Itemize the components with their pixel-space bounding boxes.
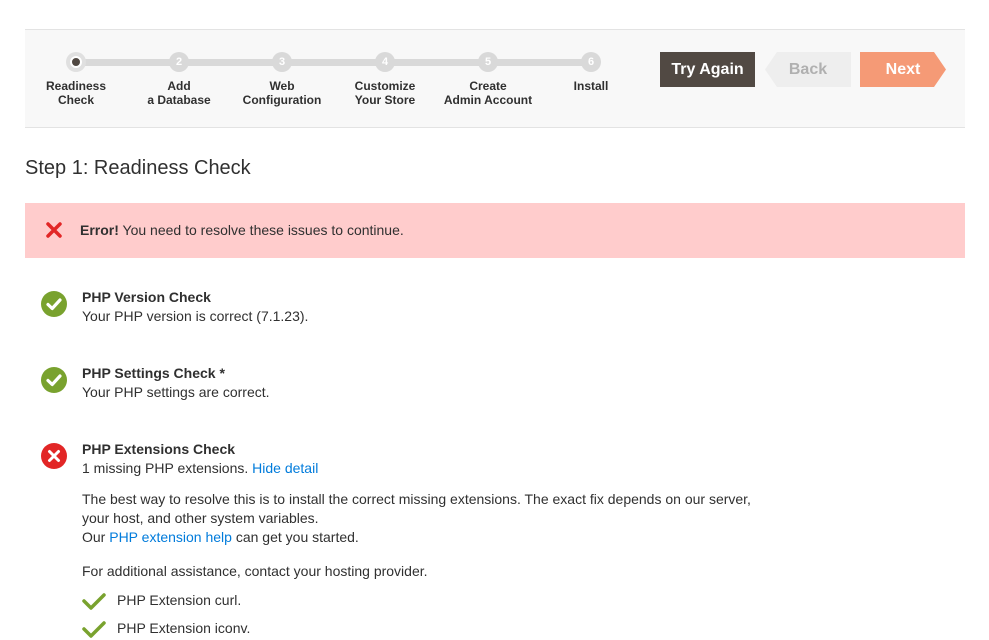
error-x-icon bbox=[45, 221, 63, 239]
error-text: You need to resolve these issues to continue. bbox=[118, 222, 404, 238]
page-title: Step 1: Readiness Check bbox=[25, 157, 251, 179]
step-label: Customize Your Store bbox=[354, 79, 416, 107]
step-install bbox=[536, 52, 646, 93]
advice-suffix: can get you started. bbox=[231, 529, 359, 545]
error-message bbox=[80, 222, 404, 238]
checkmark-icon bbox=[82, 620, 106, 638]
hide-detail-link[interactable]: Hide detail bbox=[252, 460, 319, 476]
advice-prefix: Our bbox=[82, 529, 110, 545]
step-label: Add a Database bbox=[147, 79, 211, 107]
back-button[interactable] bbox=[765, 52, 851, 87]
advice-text: The best way to resolve this is to install the correct missing extensions. The exact fix depends on our server, your host, and other system variables. bbox=[82, 491, 751, 526]
check-description bbox=[82, 460, 318, 476]
success-check-icon bbox=[41, 367, 67, 393]
back-button-label: Back bbox=[788, 61, 828, 78]
try-again-button[interactable]: Try Again bbox=[660, 52, 755, 87]
step-dot-current bbox=[66, 52, 86, 72]
assistance-text: For additional assistance, contact your hosting provider. bbox=[82, 563, 428, 579]
wizard-navigation bbox=[25, 30, 965, 128]
step-label: Readiness Check bbox=[45, 79, 107, 107]
step-dot: 2 bbox=[169, 52, 189, 72]
check-title: PHP Settings Check * bbox=[82, 365, 225, 381]
next-button-label: Next bbox=[885, 61, 921, 78]
success-check-icon bbox=[41, 291, 67, 317]
step-dot: 3 bbox=[272, 52, 292, 72]
step-customize-store bbox=[330, 52, 440, 107]
step-label: Install bbox=[573, 79, 609, 93]
check-title: PHP Version Check bbox=[82, 289, 211, 305]
step-create-admin bbox=[433, 52, 543, 107]
extension-name: PHP Extension curl. bbox=[117, 592, 242, 608]
step-label: Web Configuration bbox=[242, 79, 322, 107]
error-strong: Error! bbox=[80, 222, 119, 238]
error-circle-icon bbox=[41, 443, 67, 469]
check-php-settings bbox=[41, 365, 941, 405]
check-description-text: 1 missing PHP extensions. bbox=[82, 460, 253, 476]
check-description: Your PHP settings are correct. bbox=[82, 384, 270, 400]
step-dot: 6 bbox=[581, 52, 601, 72]
check-php-extensions bbox=[41, 441, 941, 481]
checkmark-icon bbox=[82, 592, 106, 610]
step-dot: 4 bbox=[375, 52, 395, 72]
error-banner bbox=[25, 203, 965, 258]
advice-help-line bbox=[82, 528, 782, 547]
check-title: PHP Extensions Check bbox=[82, 441, 236, 457]
extension-advice-paragraph bbox=[82, 490, 782, 547]
php-extension-help-link[interactable]: PHP extension help bbox=[109, 529, 232, 545]
check-php-version bbox=[41, 289, 941, 329]
next-button[interactable] bbox=[860, 52, 946, 87]
step-readiness-check bbox=[21, 52, 131, 107]
step-dot: 5 bbox=[478, 52, 498, 72]
step-web-configuration bbox=[227, 52, 337, 107]
extension-name: PHP Extension iconv. bbox=[117, 620, 251, 636]
step-label: Create Admin Account bbox=[443, 79, 533, 107]
step-add-database bbox=[124, 52, 234, 107]
check-description: Your PHP version is correct (7.1.23). bbox=[82, 308, 309, 324]
